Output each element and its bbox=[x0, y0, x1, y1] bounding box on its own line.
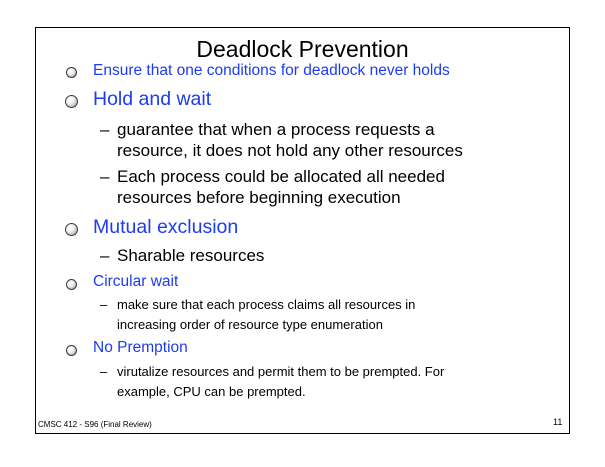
bullet-ensure-conditions: Ensure that one conditions for deadlock never holds bbox=[93, 62, 450, 79]
sub-dash: – bbox=[100, 246, 110, 265]
sub-dash: – bbox=[100, 167, 110, 186]
sub-dash: – bbox=[100, 364, 108, 379]
subitem-hold-wait-2-line-2: resources before beginning execution bbox=[117, 188, 401, 207]
subitem-no-premption-line-2: example, CPU can be prempted. bbox=[117, 384, 306, 399]
bullet-circular-wait: Circular wait bbox=[93, 273, 179, 290]
subitem-hold-wait-2-line-1: Each process could be allocated all needed bbox=[117, 167, 445, 186]
footer-course-label: CMSC 412 - S96 (Final Review) bbox=[38, 420, 152, 429]
bullet-dot-icon bbox=[66, 279, 77, 290]
slide-title: Deadlock Prevention bbox=[196, 36, 409, 62]
subitem-no-premption-line-1: virutalize resources and permit them to be prempted. For bbox=[117, 364, 445, 379]
bullet-dot-icon bbox=[66, 345, 77, 356]
subitem-mutual-exclusion-line-1: Sharable resources bbox=[117, 246, 265, 265]
sub-dash: – bbox=[100, 297, 108, 312]
bullet-dot-icon bbox=[65, 95, 78, 108]
page-number: 11 bbox=[553, 417, 563, 427]
subitem-hold-wait-1-line-2: resource, it does not hold any other resources bbox=[117, 141, 463, 160]
bullet-mutual-exclusion: Mutual exclusion bbox=[93, 216, 239, 238]
subitem-hold-wait-1-line-1: guarantee that when a process requests a bbox=[117, 120, 435, 139]
bullet-dot-icon bbox=[65, 223, 78, 236]
bullet-dot-icon bbox=[66, 67, 77, 78]
bullet-hold-and-wait: Hold and wait bbox=[93, 88, 212, 110]
subitem-circular-wait-line-2: increasing order of resource type enumeration bbox=[117, 317, 383, 332]
sub-dash: – bbox=[100, 120, 110, 139]
bullet-no-premption: No Premption bbox=[93, 339, 188, 356]
subitem-circular-wait-line-1: make sure that each process claims all resources in bbox=[117, 297, 416, 312]
